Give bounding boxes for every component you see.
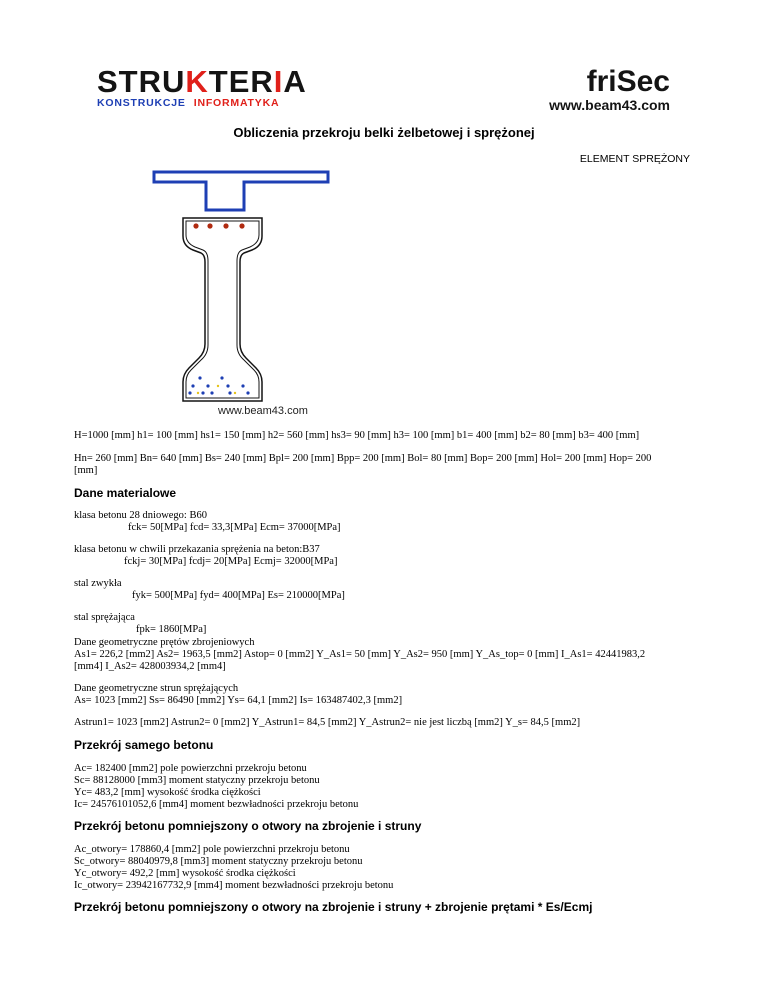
rebar-dot <box>241 384 244 387</box>
steel-label: stal zwykła <box>74 578 122 589</box>
logo-text-part: A <box>283 64 307 99</box>
top-flange-outline <box>154 172 328 210</box>
strukteria-logo <box>97 64 307 109</box>
prestress-steel-values-text: fpk= 1860[MPa] <box>136 624 207 635</box>
frisec-logo-url: www.beam43.com <box>549 97 670 113</box>
rebar-dot <box>188 391 191 394</box>
strand-dot <box>234 392 236 394</box>
logo-subtitle-informatyka: INFORMATYKA <box>193 97 280 109</box>
astrun-line: Astrun1= 1023 [mm2] Astrun2= 0 [mm2] Y_Astrun1= 84,5 [mm2] Y_Astrun2= nie jest liczbą [mm2] Y_s= 84,5 [mm2] <box>74 717 581 728</box>
rebar-dot <box>198 376 201 379</box>
rebar-geometry-line-1: As1= 226,2 [mm2] As2= 1963,5 [mm2] Astop= 0 [mm2] Y_As1= 50 [mm] Y_As2= 950 [mm] Y_As_top= 0 [mm] I_As1= 42441983,2 <box>74 649 646 660</box>
tendon-dot <box>239 223 244 228</box>
concrete-prop-sc: Sc= 88128000 [mm3] moment statyczny przekroju betonu <box>74 775 320 786</box>
rebar-dot <box>220 376 223 379</box>
beam-cross-section-figure <box>140 166 340 422</box>
dimensions-line-2: Hn= 260 [mm] Bn= 640 [mm] Bs= 240 [mm] Bpl= 200 [mm] Bpp= 200 [mm] Bol= 80 [mm] Bop= 200 [mm] Hol= 200 [mm] Hop= 200 <box>74 453 652 464</box>
logo-subtitle-konstrukcje: KONSTRUKCJE <box>97 97 186 109</box>
rebar-dot <box>246 391 249 394</box>
steel-values-text: fyk= 500[MPa] fyd= 400[MPa] Es= 210000[MPa] <box>132 590 345 601</box>
logo-text-part: STRU <box>97 64 186 99</box>
prestress-steel-values <box>74 624 698 636</box>
rebar-dot <box>210 391 213 394</box>
concrete-28-values <box>74 522 698 534</box>
concrete-28-label: klasa betonu 28 dniowego: B60 <box>74 510 207 521</box>
concrete-prop-yc: Yc= 483,2 [mm] wysokość środka ciężkości <box>74 787 261 798</box>
prestress-steel-label: stal sprężająca <box>74 612 135 623</box>
beam-web-outline <box>183 218 262 401</box>
tendon-dot <box>207 223 212 228</box>
section-heading-reduced-plus-rebar: Przekrój betonu pomniejszony o otwory na zbrojenie i struny + zbrojenie prętami * Es/Ecmj <box>74 900 593 914</box>
reduced-prop-yc: Yc_otwory= 492,2 [mm] wysokość środka ciężkości <box>74 868 296 879</box>
page-title: Obliczenia przekroju belki żelbetowej i sprężonej <box>233 125 535 140</box>
concrete-transfer-values-text: fckj= 30[MPa] fcdj= 20[MPa] Ecmj= 32000[MPa] <box>124 556 338 567</box>
tendon-dot <box>223 223 228 228</box>
concrete-transfer-label: klasa betonu w chwili przekazania sprężenia na beton:B37 <box>74 544 320 555</box>
section-heading-materials: Dane materialowe <box>74 486 177 500</box>
rebar-dot <box>201 391 204 394</box>
rebar-dot <box>226 384 229 387</box>
concrete-transfer-values <box>74 556 698 568</box>
rebar-dot <box>191 384 194 387</box>
concrete-prop-ic: Ic= 24576101052,6 [mm4] moment bezwładności przekroju betonu <box>74 799 359 810</box>
tendon-dot <box>193 223 198 228</box>
dimensions-line-1: H=1000 [mm] h1= 100 [mm] hs1= 150 [mm] h2= 560 [mm] hs3= 90 [mm] h3= 100 [mm] b1= 400 [mm] b2= 80 [mm] b3= 400 [mm] <box>74 430 640 441</box>
section-heading-concrete: Przekrój samego betonu <box>74 738 214 752</box>
logo-text-part: K <box>185 64 209 99</box>
strand-geometry-line: As= 1023 [mm2] Ss= 86490 [mm2] Ys= 64,1 [mm2] Is= 163487402,3 [mm2] <box>74 695 403 706</box>
rebar-geometry-line-2: [mm4] I_As2= 428003934,2 [mm4] <box>74 661 226 672</box>
reduced-prop-ic: Ic_otwory= 23942167732,9 [mm4] moment bezwładności przekroju betonu <box>74 880 394 891</box>
rebar-geometry-label: Dane geometryczne prętów zbrojeniowych <box>74 637 255 648</box>
logo-text-part: TER <box>208 64 274 99</box>
section-heading-reduced: Przekrój betonu pomniejszony o otwory na zbrojenie i struny <box>74 819 422 833</box>
reduced-prop-sc: Sc_otwory= 88040979,8 [mm3] moment statyczny przekroju betonu <box>74 856 363 867</box>
rebar-dot <box>228 391 231 394</box>
logo-text-part: I <box>273 64 284 99</box>
element-type-label: ELEMENT SPRĘŻONY <box>579 153 690 165</box>
frisec-logo-text: friSec <box>586 65 670 98</box>
strand-dot <box>197 392 199 394</box>
rebar-dot <box>206 384 209 387</box>
strand-dot <box>217 385 219 387</box>
dimensions-line-2-continued: [mm] <box>74 465 98 476</box>
beam-web-inner-outline <box>186 221 259 398</box>
strand-geometry-label: Dane geometryczne strun sprężających <box>74 683 239 694</box>
concrete-prop-ac: Ac= 182400 [mm2] pole powierzchni przekroju betonu <box>74 763 307 774</box>
concrete-28-values-text: fck= 50[MPa] fcd= 33,3[MPa] Ecm= 37000[MPa] <box>128 522 341 533</box>
frisec-logo <box>549 67 670 113</box>
figure-caption-url: www.beam43.com <box>218 405 308 417</box>
reduced-prop-ac: Ac_otwory= 178860,4 [mm2] pole powierzchni przekroju betonu <box>74 844 350 855</box>
steel-values <box>74 590 698 602</box>
